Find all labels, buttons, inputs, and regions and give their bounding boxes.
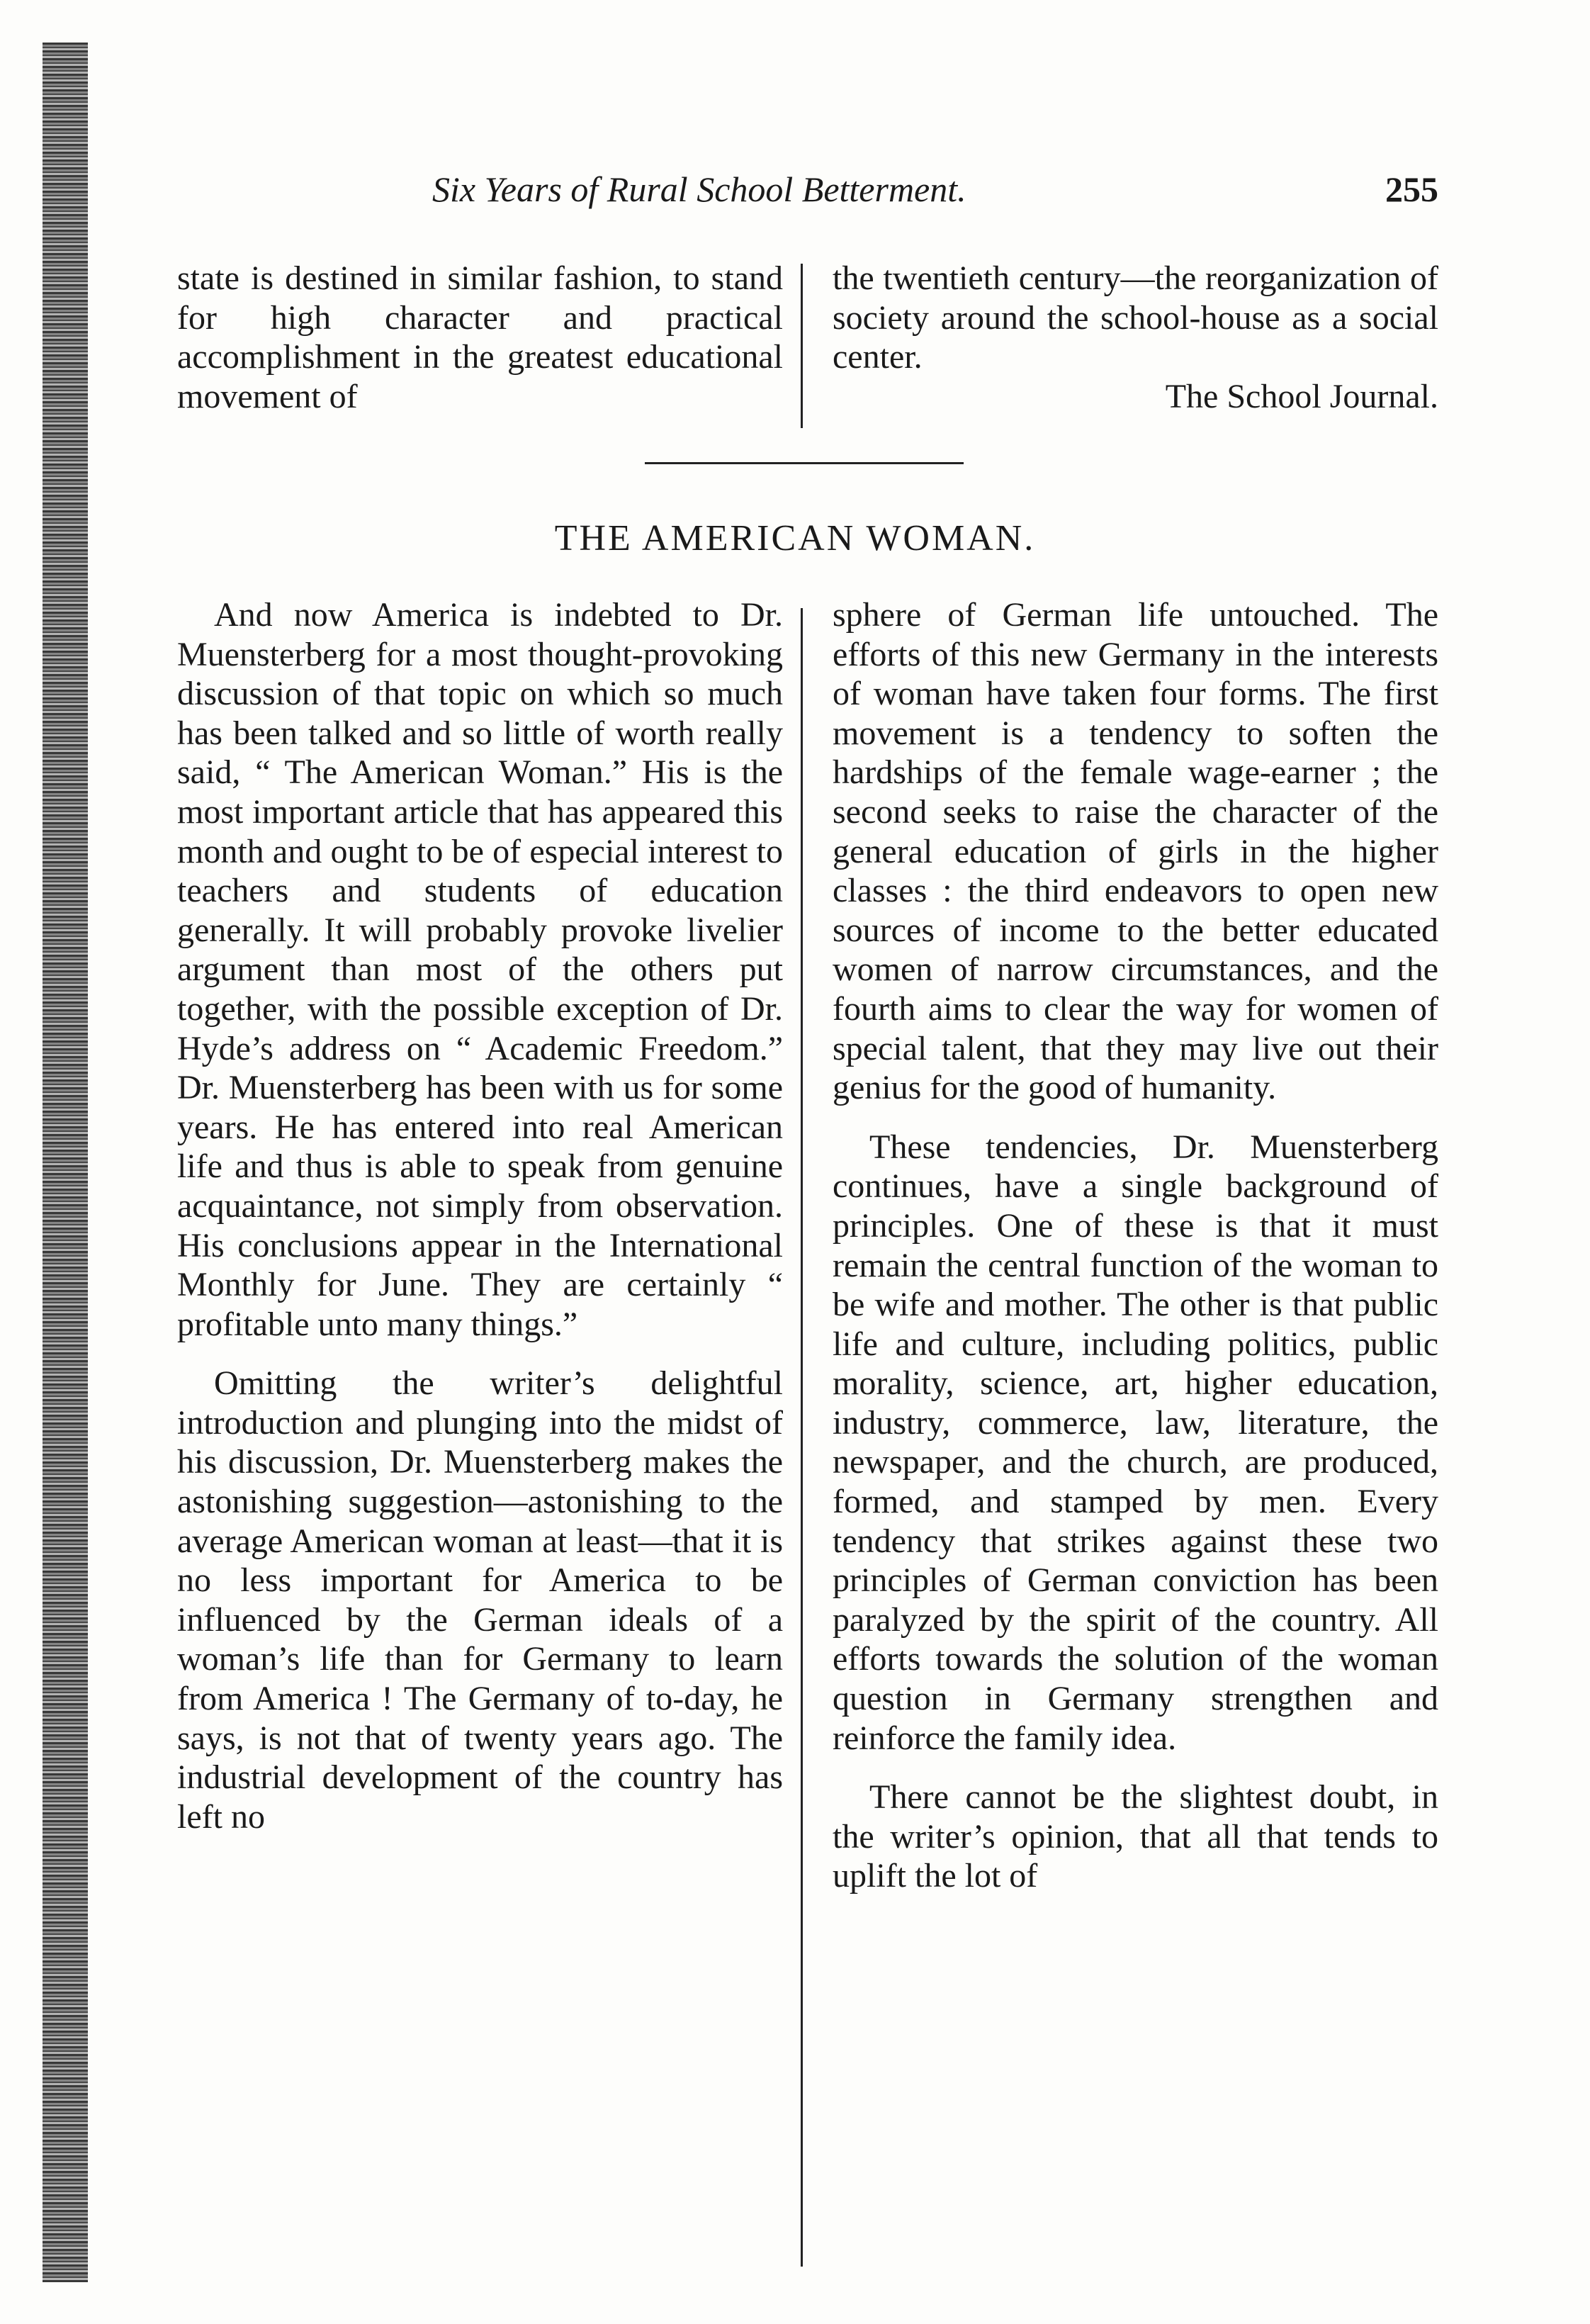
article-paragraph: There cannot be the slightest doubt, in the writer’s opinion, that all that tends to uplift the lot of	[833, 1778, 1438, 1895]
binding-edge	[43, 43, 88, 2282]
top-right-paragraph: the twentieth century—the reorganization of society around the school-house as a social center.	[833, 259, 1438, 376]
running-title: Six Years of Rural School Betterment.	[432, 169, 966, 209]
running-head	[177, 169, 1438, 218]
article-paragraph: sphere of German life untouched. The efforts of this new Germany in the interests of woman have taken four forms. The first movement is a tendency to soften the hardships of the female wage-earner ; the second seeks to raise the character of the general education of girls in the higher classes : the third endeavors to open new sources of income to the better educated women of narrow circumstances, and the fourth aims to clear the way for women of special talent, that they may live out their genius for the good of humanity.	[833, 596, 1438, 1107]
article-paragraph: And now America is indebted to Dr. Muensterberg for a most thought-provoking discussion of that topic on which so much has been talked and so little of worth really said, “ The American Woman.” His is the most important article that has appeared this month and ought to be of especial interest to teachers and students of education generally. It will probably provoke livelier argument than most of the others put together, with the possible exception of Dr. Hyde’s address on “ Academic Freedom.” Dr. Muensterberg has been with us for some years. He has entered into real American life and thus is able to speak from genuine acquaintance, not simply from observation. His conclusions appear in the International Monthly for June. They are certainly “ profitable unto many things.”	[177, 596, 783, 1343]
page-number: 255	[1385, 169, 1438, 209]
section-divider	[645, 462, 964, 464]
article-paragraph: Omitting the writer’s delightful introduction and plunging into the midst of his discussion, Dr. Muensterberg makes the astonishing suggestion—astonishing to the average American woman at least—that it is no less important for America to be influenced by the German ideals of a woman’s life than for Germany to learn from America ! The Germany of to-day, he says, is not that of twenty years ago. The industrial development of the country has left no	[177, 1364, 783, 1836]
top-left-paragraph: state is destined in similar fashion, to stand for high character and practical accomplishment in the greatest educational movement of	[177, 259, 783, 415]
top-right-column	[833, 259, 1438, 416]
article-title: THE AMERICAN WOMAN.	[554, 518, 1036, 558]
article-right-column	[833, 595, 1438, 1896]
attribution: The School Journal.	[1165, 377, 1438, 415]
column-divider-top	[801, 264, 803, 428]
article-paragraph: These tendencies, Dr. Muensterberg continues, have a single background of principles. One of these is that it must remain the central function of the woman to be wife and mother. The other is that public life and culture, including politics, public morality, science, art, higher education, industry, commerce, law, literature, the newspaper, and the church, are produced, formed, and stamped by men. Every tendency that strikes against these two principles of German conviction has been paralyzed by the spirit of the country. All efforts towards the solution of the woman question in Germany strengthen and reinforce the family idea.	[833, 1128, 1438, 1757]
column-divider-main	[801, 608, 803, 2267]
article-left-column	[177, 595, 783, 1836]
top-left-column	[177, 259, 783, 416]
